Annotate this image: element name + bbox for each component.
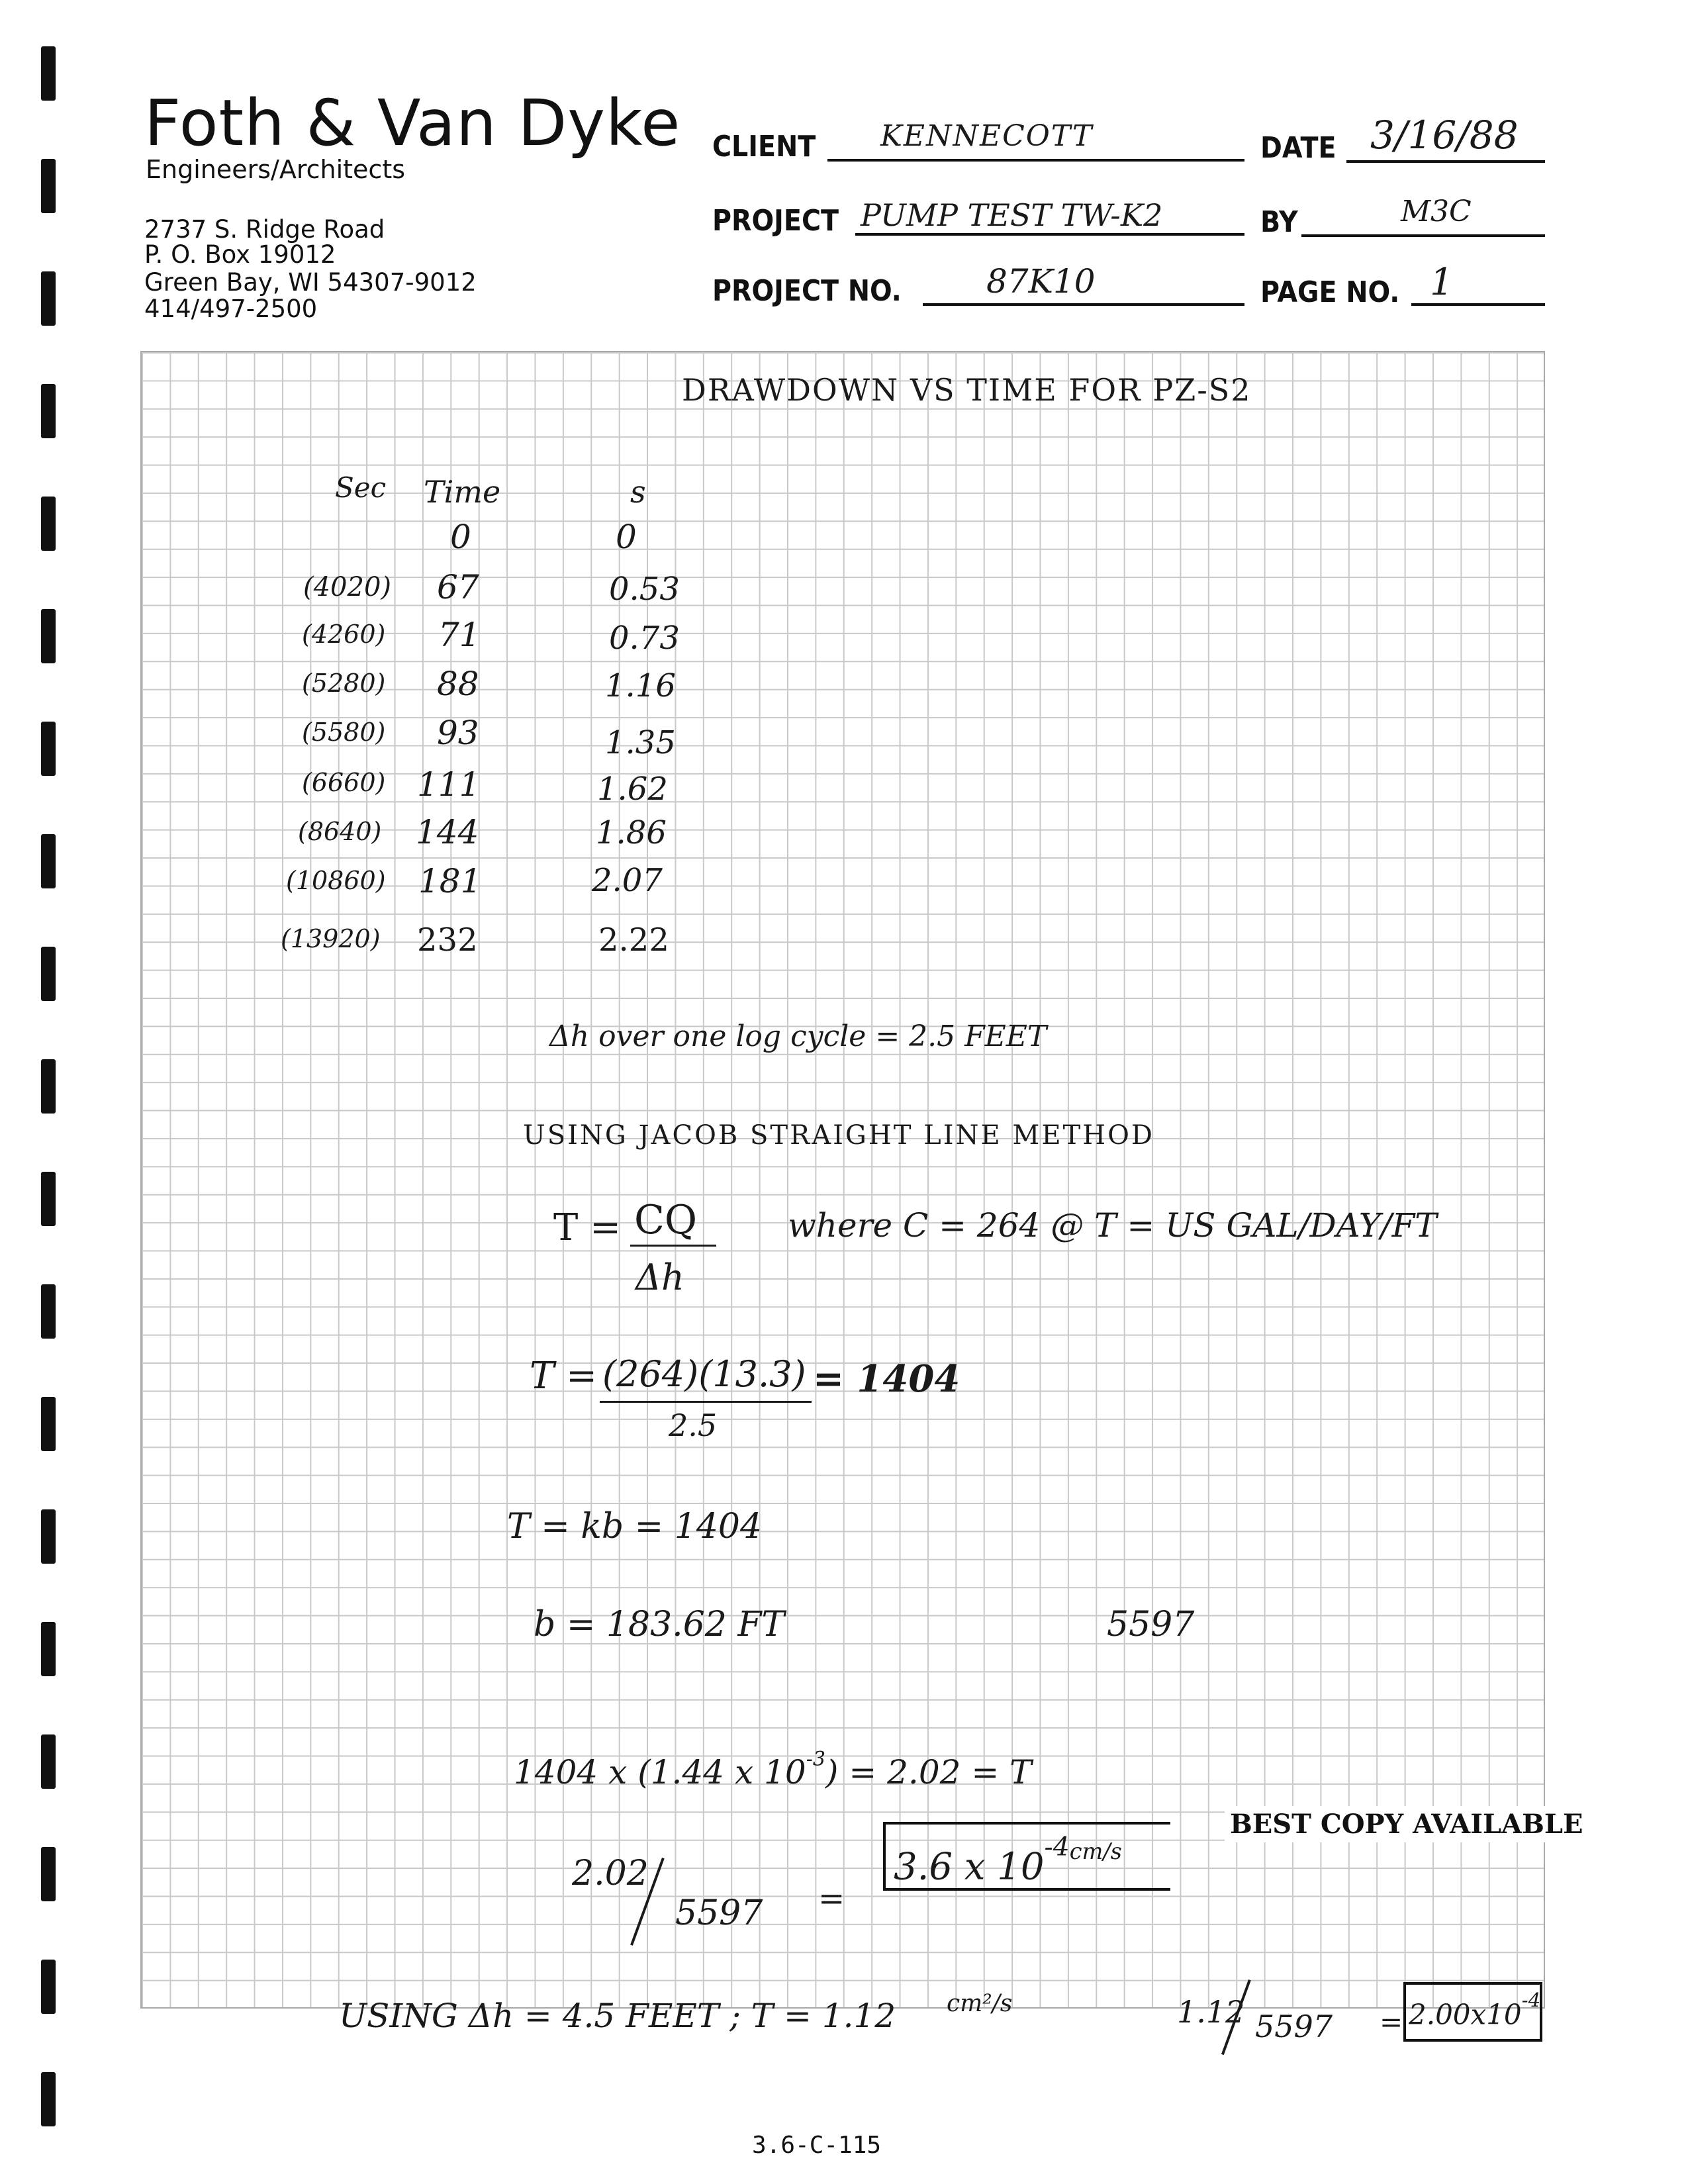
- by-label: BY: [1260, 205, 1298, 239]
- binder-hole: [41, 1284, 56, 1339]
- binder-hole: [41, 1734, 56, 1789]
- time-cell: 181: [418, 862, 482, 900]
- eq6-equals: =: [818, 1880, 845, 1917]
- worksheet-title: DRAWDOWN VS TIME FOR PZ-S2: [682, 372, 1252, 408]
- sec-cell: (13920): [281, 924, 381, 953]
- eq1-lhs: T =: [553, 1206, 622, 1249]
- time-cell: 111: [417, 765, 481, 804]
- address-line: 2737 S. Ridge Road: [144, 215, 385, 244]
- eq2-numerator: (264)(13.3): [602, 1353, 806, 1395]
- s-cell: 0: [616, 518, 637, 556]
- s-cell: 1.35: [605, 724, 676, 761]
- document-code: 3.6-C-115: [752, 2132, 882, 2159]
- address-line: Green Bay, WI 54307-9012: [144, 268, 477, 297]
- client-line: [827, 159, 1244, 162]
- s-cell: 2.07: [592, 862, 663, 899]
- eq5-result: ) = 2.02 = T: [825, 1753, 1032, 1791]
- s-cell: 1.16: [605, 667, 676, 704]
- date-line: [1346, 160, 1545, 163]
- time-cell: 232: [417, 922, 478, 959]
- fraction-bar: [630, 1245, 716, 1247]
- page-no-value: 1: [1430, 261, 1454, 304]
- project-line: [855, 233, 1244, 236]
- eq7-text: USING Δh = 4.5 FEET ; T = 1.12: [339, 1997, 896, 2035]
- s-cell: 0.73: [609, 620, 680, 657]
- best-copy-stamp: BEST COPY AVAILABLE: [1225, 1806, 1589, 1842]
- time-cell: 144: [416, 813, 479, 851]
- binder-hole: [41, 1059, 56, 1114]
- eq1-numerator: CQ: [634, 1197, 698, 1243]
- eq5-text: [514, 1748, 1031, 1791]
- equation-kb: T = kb = 1404: [507, 1507, 763, 1546]
- project-no-label: PROJECT NO.: [712, 274, 902, 308]
- eq7b-denominator: 5597: [1255, 2009, 1333, 2044]
- s-cell: 0.53: [609, 571, 680, 608]
- binder-hole: [41, 46, 56, 101]
- eq7b-boxed-exponent: -4: [1521, 1989, 1541, 2011]
- fraction-bar: [600, 1401, 812, 1403]
- phone-number: 414/497-2500: [144, 295, 318, 323]
- eq7b-boxed-base: 2.00x10: [1409, 1998, 1522, 2031]
- binder-hole: [41, 1847, 56, 1901]
- method-note: USING JACOB STRAIGHT LINE METHOD: [523, 1120, 1154, 1151]
- sec-cell: (4020): [303, 572, 392, 602]
- eq7b-boxed-value: [1409, 1989, 1540, 2030]
- sec-cell: (10860): [286, 866, 386, 895]
- s-cell: 1.62: [597, 771, 668, 808]
- eq2-result: = 1404: [813, 1357, 961, 1401]
- s-cell: 1.86: [596, 814, 667, 851]
- by-line: [1301, 234, 1545, 237]
- eq5-base: 1404 x (1.44 x 10: [514, 1753, 806, 1791]
- sec-cell: (5280): [302, 669, 386, 698]
- binder-hole: [41, 834, 56, 888]
- address-line: P. O. Box 19012: [144, 240, 336, 269]
- eq6-boxed-exponent: -4: [1044, 1832, 1070, 1862]
- binder-hole: [41, 2072, 56, 2126]
- sec-cell: (8640): [298, 817, 382, 846]
- client-label: CLIENT: [712, 130, 816, 164]
- eq1-denominator: Δh: [635, 1257, 684, 1298]
- client-value: KENNECOTT: [880, 119, 1094, 153]
- project-no-line: [923, 303, 1244, 306]
- firm-subtitle: Engineers/Architects: [146, 155, 406, 184]
- sec-cell: (6660): [302, 768, 386, 797]
- date-value: 3/16/88: [1370, 113, 1519, 158]
- by-value: M3C: [1401, 195, 1472, 228]
- eq7b-numerator: 1.12: [1177, 1994, 1245, 2030]
- eq6-boxed-value: [894, 1832, 1122, 1888]
- eq6-boxed-base: 3.6 x 10: [894, 1845, 1045, 1889]
- time-cell: 71: [438, 616, 481, 654]
- binder-hole: [41, 947, 56, 1001]
- binder-hole: [41, 609, 56, 663]
- binder-hole: [41, 159, 56, 213]
- eq5-exponent: -3: [806, 1748, 825, 1771]
- eq7-unit: cm²/s: [947, 1990, 1013, 2017]
- eq1-where: where C = 264 @ T = US GAL/DAY/FT: [788, 1206, 1437, 1245]
- binder-hole: [41, 271, 56, 326]
- eq6-numerator: 2.02: [572, 1854, 649, 1893]
- binder-hole: [41, 1622, 56, 1676]
- s-cell: 2.22: [598, 922, 669, 959]
- column-header-sec: Sec: [335, 471, 387, 504]
- binder-hole: [41, 1509, 56, 1564]
- sec-cell: (5580): [302, 718, 386, 747]
- binder-hole: [41, 497, 56, 551]
- project-no-value: 87K10: [986, 262, 1096, 301]
- time-cell: 93: [437, 714, 479, 752]
- binder-hole: [41, 1397, 56, 1451]
- time-cell: 88: [437, 665, 479, 703]
- eq6-denominator: 5597: [675, 1893, 763, 1933]
- sec-cell: (4260): [302, 620, 386, 649]
- eq2-lhs: T =: [530, 1354, 598, 1398]
- time-cell: 67: [437, 568, 479, 606]
- eq4-result: 5597: [1107, 1605, 1195, 1644]
- page-no-label: PAGE NO.: [1260, 275, 1400, 309]
- firm-name: Foth & Van Dyke: [144, 86, 681, 160]
- eq6-boxed-unit: cm/s: [1069, 1838, 1122, 1865]
- binder-hole: [41, 384, 56, 438]
- eq4-text: b = 183.62 FT: [534, 1605, 785, 1644]
- column-header-time: Time: [424, 474, 501, 510]
- column-header-s: s: [630, 474, 646, 510]
- binder-hole: [41, 722, 56, 776]
- date-label: DATE: [1260, 131, 1336, 165]
- binder-hole: [41, 1960, 56, 2014]
- project-label: PROJECT: [712, 204, 839, 238]
- eq7b-equals: =: [1380, 2006, 1403, 2038]
- binder-hole: [41, 1172, 56, 1226]
- delta-h-note: Δh over one log cycle = 2.5 FEET: [549, 1020, 1047, 1053]
- eq2-denominator: 2.5: [669, 1407, 718, 1443]
- project-value: PUMP TEST TW-K2: [861, 197, 1163, 233]
- time-cell: 0: [450, 518, 471, 556]
